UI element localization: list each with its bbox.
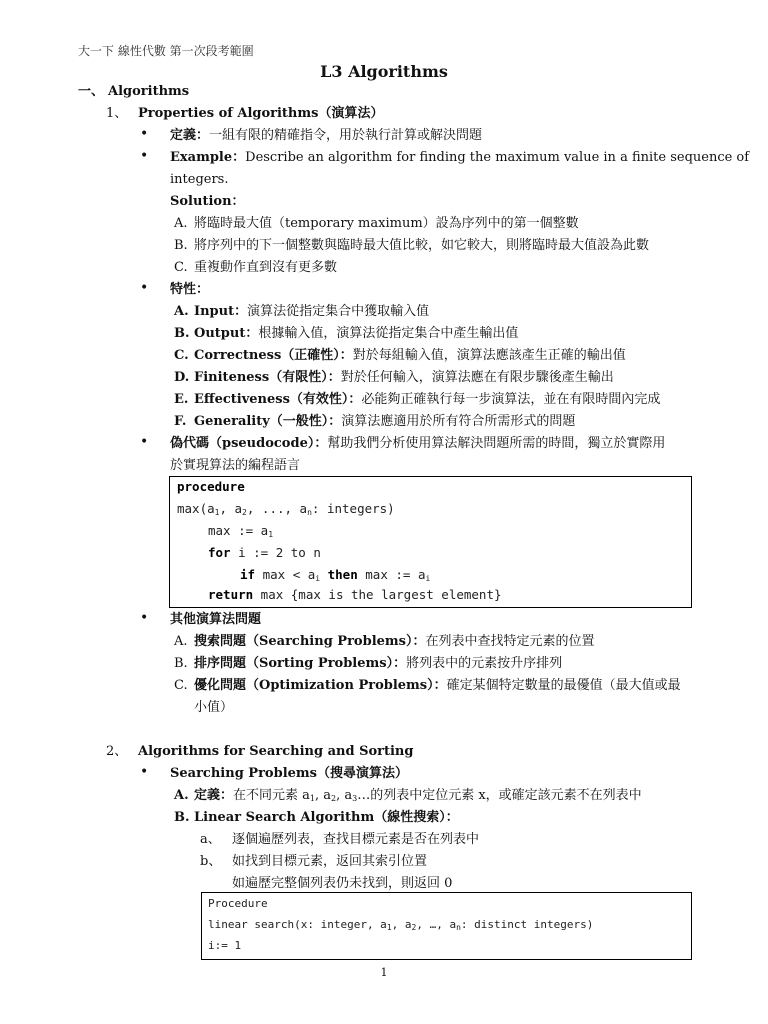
other-text: 確定某個特定數量的最優值（最大值或最 (446, 678, 681, 693)
example-text-cont: integers. (170, 172, 229, 187)
property-mark: F. (174, 414, 187, 429)
property-item (194, 348, 626, 364)
code-line: Procedure (208, 897, 268, 910)
page-title: L3 Algorithms (320, 62, 448, 81)
linear-step-mark: a、 (200, 832, 221, 847)
other-mark: B. (174, 656, 188, 671)
code-line: return max {max is the largest element} (208, 587, 502, 602)
property-item (194, 392, 660, 408)
property-text: 對於任何輸入，演算法應在有限步驟後產生輸出 (340, 370, 614, 385)
property-mark: C. (174, 348, 189, 363)
code-line: if $\max < a_i$ then max := $a_i$ (240, 567, 431, 583)
property-text: 根據輸入值，演算法從指定集合中產生輸出值 (258, 326, 519, 341)
bullet-properties: • (140, 280, 149, 296)
code-line: $\max(a_1$, $a_2$, ..., $a_n$: integers) (177, 501, 395, 517)
example-label: Example： (170, 150, 246, 165)
solution-step: 將序列中的下一個整數與臨時最大值比較，如它較大，則將臨時最大值設為此數 (194, 238, 650, 253)
definition-line (170, 128, 482, 144)
subsection-title-2: Algorithms for Searching and Sorting (138, 744, 414, 759)
property-name: Correctness（正確性）： (194, 348, 353, 363)
other-problems-label: 其他演算法問題 (170, 612, 262, 627)
linear-step: 如找到目標元素，返回其索引位置 (232, 854, 428, 869)
property-name: Output： (194, 326, 259, 341)
property-item (194, 414, 575, 430)
property-mark: A. (174, 304, 189, 319)
property-item (194, 326, 518, 342)
solution-step-mark: A. (174, 216, 188, 231)
linear-search-label: Linear Search Algorithm（線性搜索）： (194, 810, 459, 825)
property-name: Effectiveness（有效性）： (194, 392, 362, 407)
other-name: 優化問題（Optimization Problems）： (194, 678, 447, 693)
bullet-example: • (140, 148, 149, 164)
course-header: 大一下 線性代數 第一次段考範圍 (78, 44, 254, 58)
property-text: 對於每組輸入值，演算法應該產生正確的輸出值 (352, 348, 626, 363)
section-title: Algorithms (108, 84, 190, 99)
linear-search-mark: B. (174, 810, 190, 825)
other-item (194, 634, 595, 650)
property-mark: E. (174, 392, 189, 407)
pseudocode-label: 偽代碼（pseudocode）： (170, 436, 328, 451)
code-block-max (169, 476, 692, 608)
code-line: for i := 2 to n (208, 545, 321, 560)
pseudocode-text-cont: 於實現算法的編程語言 (170, 458, 301, 473)
subsection-number-1: 1、 (106, 106, 128, 121)
solution-step-mark: B. (174, 238, 188, 253)
bullet-searching: • (140, 764, 149, 780)
bullet-pseudocode: • (140, 434, 149, 450)
solution-step: 重複動作直到沒有更多數 (194, 260, 338, 275)
searching-def-mark: A. (174, 788, 189, 803)
pseudocode-line (170, 436, 665, 452)
bullet-other: • (140, 610, 149, 626)
property-item (194, 370, 614, 386)
other-mark: C. (174, 678, 188, 693)
code-block-linear-search (201, 892, 692, 960)
other-text: 在列表中查找特定元素的位置 (425, 634, 595, 649)
property-name: Finiteness（有限性）： (194, 370, 341, 385)
solution-step: 將臨時最大值（temporary maximum）設為序列中的第一個整數 (194, 216, 579, 231)
property-mark: D. (174, 370, 190, 385)
page-number: 1 (380, 966, 388, 979)
property-text: 演算法從指定集合中獲取輸入值 (247, 304, 430, 319)
property-text: 演算法應適用於所有符合所需形式的問題 (341, 414, 576, 429)
subsection-number-2: 2、 (106, 744, 128, 759)
example-text: Describe an algorithm for finding the maximum value in a finite sequence of (245, 150, 750, 165)
property-name: Input： (194, 304, 248, 319)
property-text: 必能夠正確執行每一步演算法，並在有限時間內完成 (361, 392, 661, 407)
linear-step-mark: b、 (200, 854, 222, 869)
property-name: Generality（一般性）： (194, 414, 342, 429)
definition-label: 定義： (170, 128, 210, 143)
property-mark: B. (174, 326, 190, 341)
other-text: 將列表中的元素按升序排列 (406, 656, 563, 671)
code-line: linear search(x: integer, $a_1$, $a_2$, …, $a_n$: distinct integers) (208, 918, 594, 932)
other-item (194, 656, 562, 672)
solution-step-mark: C. (174, 260, 188, 275)
other-name: 排序問題（Sorting Problems）： (194, 656, 407, 671)
solution-label: Solution： (170, 194, 245, 209)
properties-label: 特性： (170, 282, 210, 297)
other-mark: A. (174, 634, 188, 649)
other-item (194, 678, 681, 694)
code-line: max := $a_1$ (208, 523, 274, 539)
definition-text: 一組有限的精確指令，用於執行計算或解決問題 (209, 128, 483, 143)
pseudocode-text: 幫助我們分析使用算法解決問題所需的時間，獨立於實際用 (327, 436, 666, 451)
section-number: 一、 (78, 84, 105, 99)
other-name: 搜索問題（Searching Problems）： (194, 634, 426, 649)
property-item (194, 304, 429, 320)
example-line (170, 150, 749, 166)
other-text-cont: 小值） (194, 700, 234, 715)
code-line: i:= 1 (208, 939, 242, 952)
searching-problems-label: Searching Problems（搜尋演算法） (170, 766, 408, 781)
searching-definition: 定義：在不同元素 $a_1$, $a_2$, $a_3\dots$的列表中定位元素 x，或確定該元素不在列表中 (194, 788, 642, 803)
linear-step-cont: 如遍歷完整個列表仍未找到，則返回 0 (232, 876, 453, 891)
subsection-title-1: Properties of Algorithms（演算法） (138, 106, 384, 121)
linear-step: 逐個遍歷列表，查找目標元素是否在列表中 (232, 832, 480, 847)
code-line: procedure (177, 479, 245, 494)
bullet-definition: • (140, 126, 149, 142)
